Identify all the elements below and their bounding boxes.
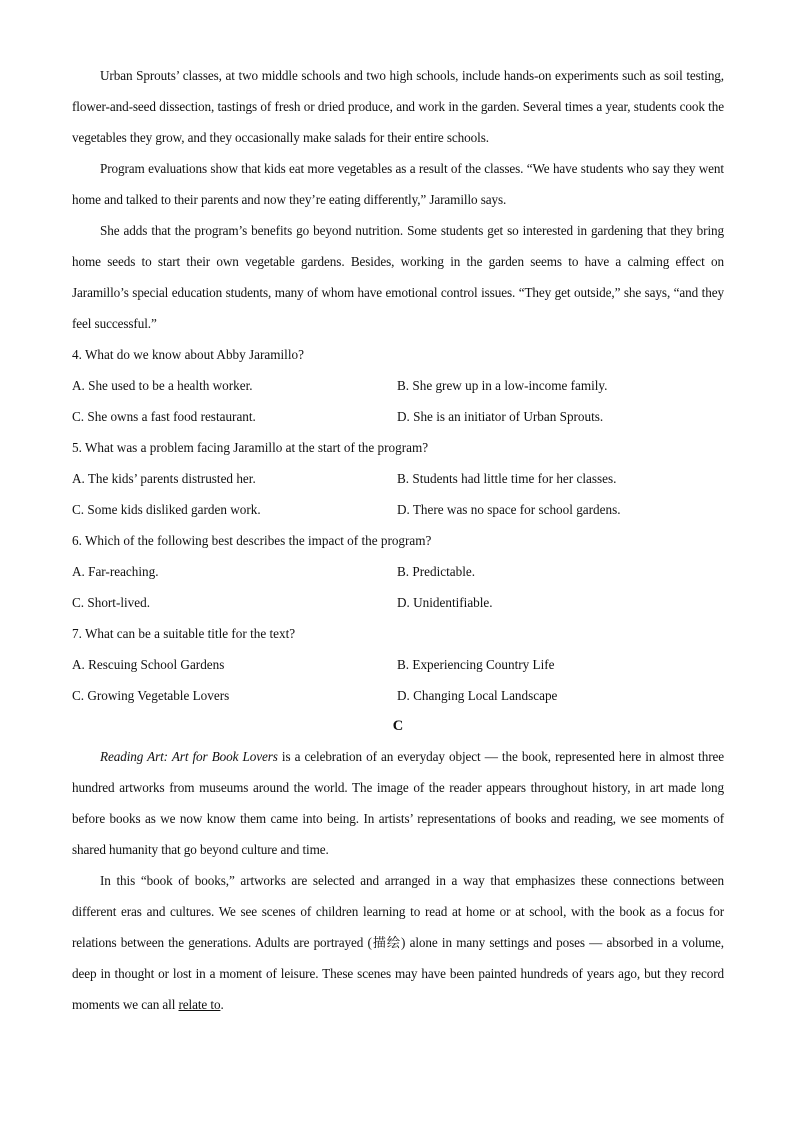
question-stem: 5. What was a problem facing Jaramillo at the start of the program? — [72, 440, 429, 455]
question-7 — [72, 618, 724, 711]
question-options — [72, 556, 724, 618]
option-d: D. She is an initiator of Urban Sprouts. — [397, 409, 604, 424]
paragraph-end: . — [220, 997, 224, 1012]
section-c-heading: C — [392, 718, 404, 734]
option-b: B. Students had little time for her classes. — [397, 471, 617, 486]
option-d: D. Unidentifiable. — [397, 595, 493, 610]
passage-b-paragraph-3: She adds that the program’s benefits go beyond nutrition. Some students get so interested in gardening that they bring home seeds to start their own vegetable gardens. Besides, working in the garden seems to have a calming effect on Jaramillo’s special education students, many of whom have emotional control issues. “They get outside,” she says, “and they feel successful.” — [72, 223, 724, 331]
question-6 — [72, 525, 724, 618]
option-d: D. Changing Local Landscape — [397, 688, 558, 703]
question-4 — [72, 339, 724, 432]
passage-c-paragraph-1 — [72, 741, 724, 865]
option-b: B. Predictable. — [397, 564, 476, 579]
document-page — [72, 60, 724, 1020]
option-c: C. She owns a fast food restaurant. — [72, 409, 256, 424]
paragraph-text: In this “book of books,” artworks are selected and arranged in a way that emphasizes these connections between different eras and cultures. We see scenes of children learning to read at home or at school, with the book as a focus for relations between the generations. Adults are portrayed (描绘) alone in many settings and poses — absorbed in a volume, deep in thought or lost in a moment of leisure. These scenes may have been painted hundreds of years ago, but they record moments we can all — [72, 873, 724, 1012]
option-b: B. Experiencing Country Life — [397, 657, 555, 672]
option-d: D. There was no space for school gardens. — [397, 502, 621, 517]
option-c: C. Growing Vegetable Lovers — [72, 688, 230, 703]
question-stem: 7. What can be a suitable title for the text? — [72, 626, 296, 641]
option-c: C. Some kids disliked garden work. — [72, 502, 261, 517]
book-title: Reading Art: Art for Book Lovers — [100, 749, 278, 764]
option-a: A. The kids’ parents distrusted her. — [72, 471, 256, 486]
option-b: B. She grew up in a low-income family. — [397, 378, 608, 393]
option-a: A. She used to be a health worker. — [72, 378, 253, 393]
passage-b-paragraph-2: Program evaluations show that kids eat more vegetables as a result of the classes. “We have students who say they went home and talked to their parents and now they’re eating differently,” Jaramillo says. — [72, 161, 724, 207]
paragraph-text: is a celebration of an everyday object — the book, represented here in almost three hundred artworks from museums around the world. The image of the reader appears throughout history, in art made long before books as we now know them came into being. In artists’ representations of books and reading, we see moments of shared humanity that go beyond culture and time. — [72, 749, 724, 857]
option-a: A. Far-reaching. — [72, 564, 159, 579]
question-options — [72, 370, 724, 432]
question-stem: 4. What do we know about Abby Jaramillo? — [72, 347, 304, 362]
underlined-phrase: relate to — [178, 997, 221, 1012]
passage-c-paragraph-2 — [72, 865, 724, 1020]
option-a: A. Rescuing School Gardens — [72, 657, 225, 672]
passage-b-paragraph-1: Urban Sprouts’ classes, at two middle schools and two high schools, include hands-on experiments such as soil testing, flower-and-seed dissection, tastings of fresh or dried produce, and work in the garden. Several times a year, students cook the vegetables they grow, and they occasionally make salads for their entire schools. — [72, 68, 724, 145]
option-c: C. Short-lived. — [72, 595, 151, 610]
question-stem: 6. Which of the following best describes the impact of the program? — [72, 533, 432, 548]
question-options — [72, 649, 724, 711]
question-5 — [72, 432, 724, 525]
question-options — [72, 463, 724, 525]
